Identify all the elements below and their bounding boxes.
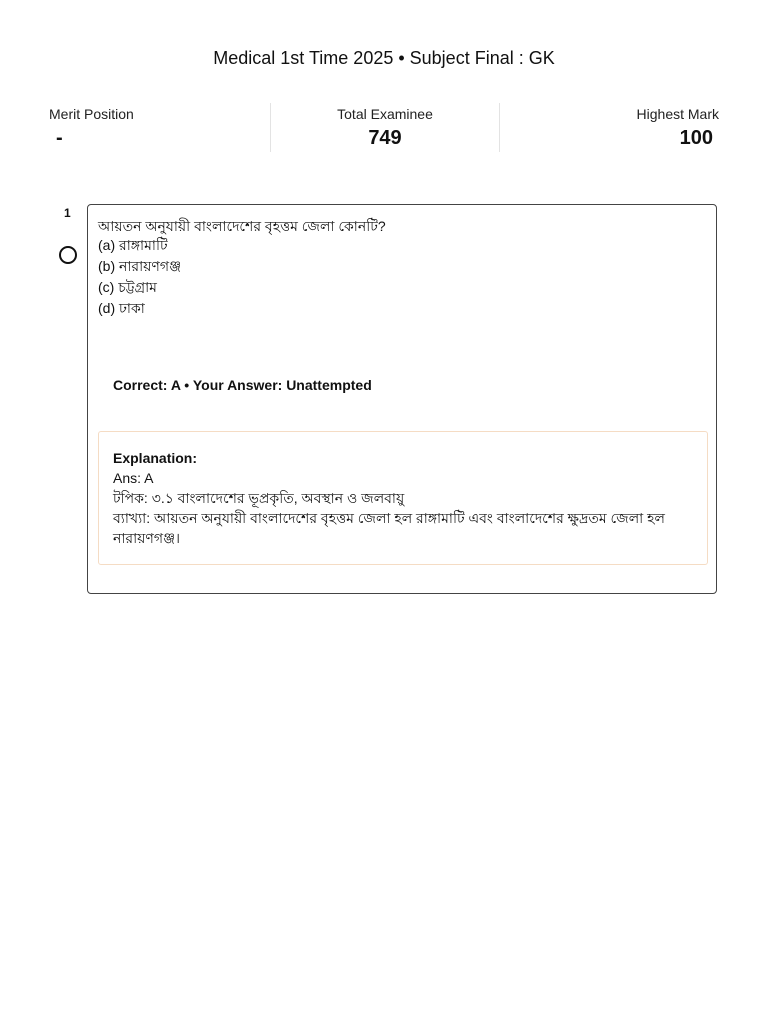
stat-merit-position xyxy=(49,103,270,152)
highest-mark-label: Highest Mark xyxy=(636,106,719,122)
total-examinee-value: 749 xyxy=(368,127,402,149)
merit-position-value: - xyxy=(56,127,63,149)
option-d: (d) ঢাকা xyxy=(98,300,145,316)
explanation-box xyxy=(98,431,708,565)
option-list xyxy=(98,235,181,319)
total-examinee-label: Total Examinee xyxy=(337,106,433,122)
option-b: (b) নারায়ণগঞ্জ xyxy=(98,258,182,274)
highest-mark-value: 100 xyxy=(679,127,713,149)
merit-position-label: Merit Position xyxy=(49,106,134,122)
explanation-body: ব্যাখ্যা: আয়তন অনুযায়ী বাংলাদেশের বৃহত্তম জেলা হল রাঙ্গামাটি এবং বাংলাদেশের ক্ষুদ্রতম জেলা হল নারায়ণগঞ্জ। xyxy=(113,510,669,546)
question-status-radio[interactable] xyxy=(59,246,77,264)
explanation-ans: Ans: A xyxy=(113,470,154,486)
option-c: (c) চট্টগ্রাম xyxy=(98,279,157,295)
option-a: (a) রাঙ্গামাটি xyxy=(98,237,168,253)
explanation-topic: টপিক: ৩.১ বাংলাদেশের ভূপ্রকৃতি, অবস্থান ও জলবায়ু xyxy=(113,490,405,506)
stat-highest-mark xyxy=(500,103,719,152)
stats-bar xyxy=(49,103,719,152)
stat-total-examinee xyxy=(270,103,500,152)
question-text: আয়তন অনুযায়ী বাংলাদেশের বৃহত্তম জেলা কোনটি? xyxy=(98,218,386,234)
explanation-title: Explanation: xyxy=(113,450,198,466)
page-title: Medical 1st Time 2025 • Subject Final : GK xyxy=(213,48,555,68)
question-card xyxy=(87,204,717,594)
question-number: 1 xyxy=(64,206,71,220)
answer-result-line: Correct: A • Your Answer: Unattempted xyxy=(113,377,372,393)
